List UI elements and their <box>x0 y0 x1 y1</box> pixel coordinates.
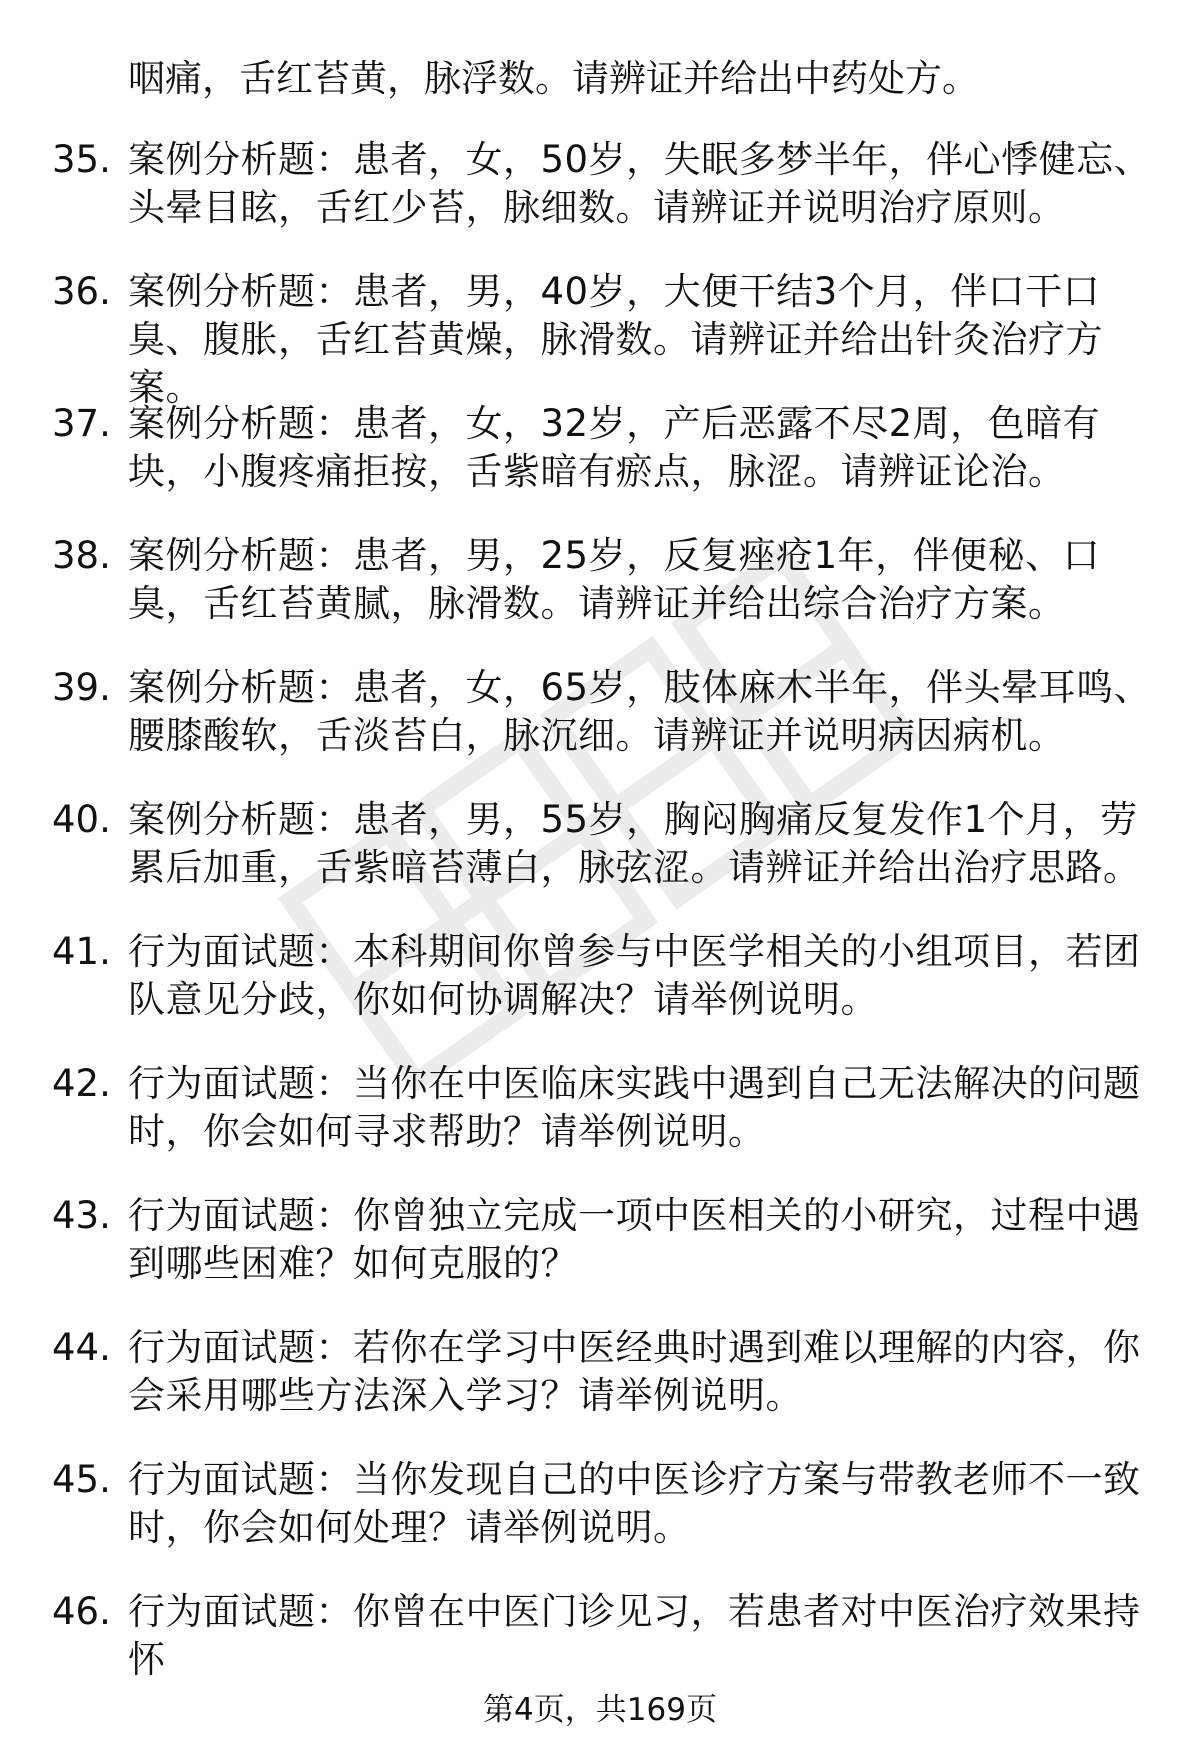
list-item <box>0 136 1200 268</box>
question-number: 42. <box>52 1062 111 1105</box>
question-text: 案例分析题：患者，女，65岁，肢体麻木半年，伴头晕耳鸣、腰膝酸软，舌淡苔白，脉沉细。请辨证并说明病因病机。 <box>128 666 1152 757</box>
question-number: 39. <box>52 666 111 709</box>
list-item <box>0 664 1200 796</box>
list-item <box>0 400 1200 532</box>
question-number: 46. <box>52 1590 111 1633</box>
question-number: 35. <box>52 138 111 181</box>
question-number: 40. <box>52 798 111 841</box>
continued-question-text: 咽痛，舌红苔黄，脉浮数。请辨证并给出中药处方。 <box>128 57 979 100</box>
list-item <box>0 1456 1200 1588</box>
question-text: 行为面试题：你曾独立完成一项中医相关的小研究，过程中遇到哪些困难？如何克服的？ <box>128 1194 1141 1285</box>
question-number: 36. <box>52 270 111 313</box>
question-text: 行为面试题：若你在学习中医经典时遇到难以理解的内容，你会采用哪些方法深入学习？请举例说明。 <box>128 1326 1141 1417</box>
question-text: 案例分析题：患者，男，25岁，反复痤疮1年，伴便秘、口臭，舌红苔黄腻，脉滑数。请辨证并给出综合治疗方案。 <box>128 534 1101 625</box>
question-number: 44. <box>52 1326 111 1369</box>
question-text: 案例分析题：患者，男，40岁，大便干结3个月，伴口干口臭、腹胀，舌红苔黄燥，脉滑数。请辨证并给出针灸治疗方案。 <box>128 270 1103 409</box>
question-list <box>0 136 1200 1720</box>
question-text: 案例分析题：患者，女，32岁，产后恶露不尽2周，色暗有块，小腹疼痛拒按，舌紫暗有瘀点，脉涩。请辨证论治。 <box>128 402 1101 493</box>
question-number: 41. <box>52 930 111 973</box>
question-text: 行为面试题：本科期间你曾参与中医学相关的小组项目，若团队意见分歧，你如何协调解决？请举例说明。 <box>128 930 1141 1021</box>
question-number: 38. <box>52 534 111 577</box>
question-text: 行为面试题：当你发现自己的中医诊疗方案与带教老师不一致时，你会如何处理？请举例说明。 <box>128 1458 1141 1549</box>
question-text: 行为面试题：你曾在中医门诊见习，若患者对中医治疗效果持怀 <box>128 1590 1141 1681</box>
list-item <box>0 1060 1200 1192</box>
list-item <box>0 928 1200 1060</box>
question-number: 45. <box>52 1458 111 1501</box>
list-item <box>0 532 1200 664</box>
question-number: 37. <box>52 402 111 445</box>
question-number: 43. <box>52 1194 111 1237</box>
list-item <box>0 1192 1200 1324</box>
list-item <box>0 796 1200 928</box>
list-item <box>0 1324 1200 1456</box>
page-footer: 第4页，共169页 <box>483 1692 717 1728</box>
question-text: 行为面试题：当你在中医临床实践中遇到自己无法解决的问题时，你会如何寻求帮助？请举例说明。 <box>128 1062 1141 1153</box>
question-text: 案例分析题：患者，男，55岁，胸闷胸痛反复发作1个月，劳累后加重，舌紫暗苔薄白，脉弦涩。请辨证并给出治疗思路。 <box>128 798 1141 889</box>
question-text: 案例分析题：患者，女，50岁，失眠多梦半年，伴心悸健忘、头晕目眩，舌红少苔，脉细数。请辨证并说明治疗原则。 <box>128 138 1152 229</box>
list-item <box>0 268 1200 409</box>
